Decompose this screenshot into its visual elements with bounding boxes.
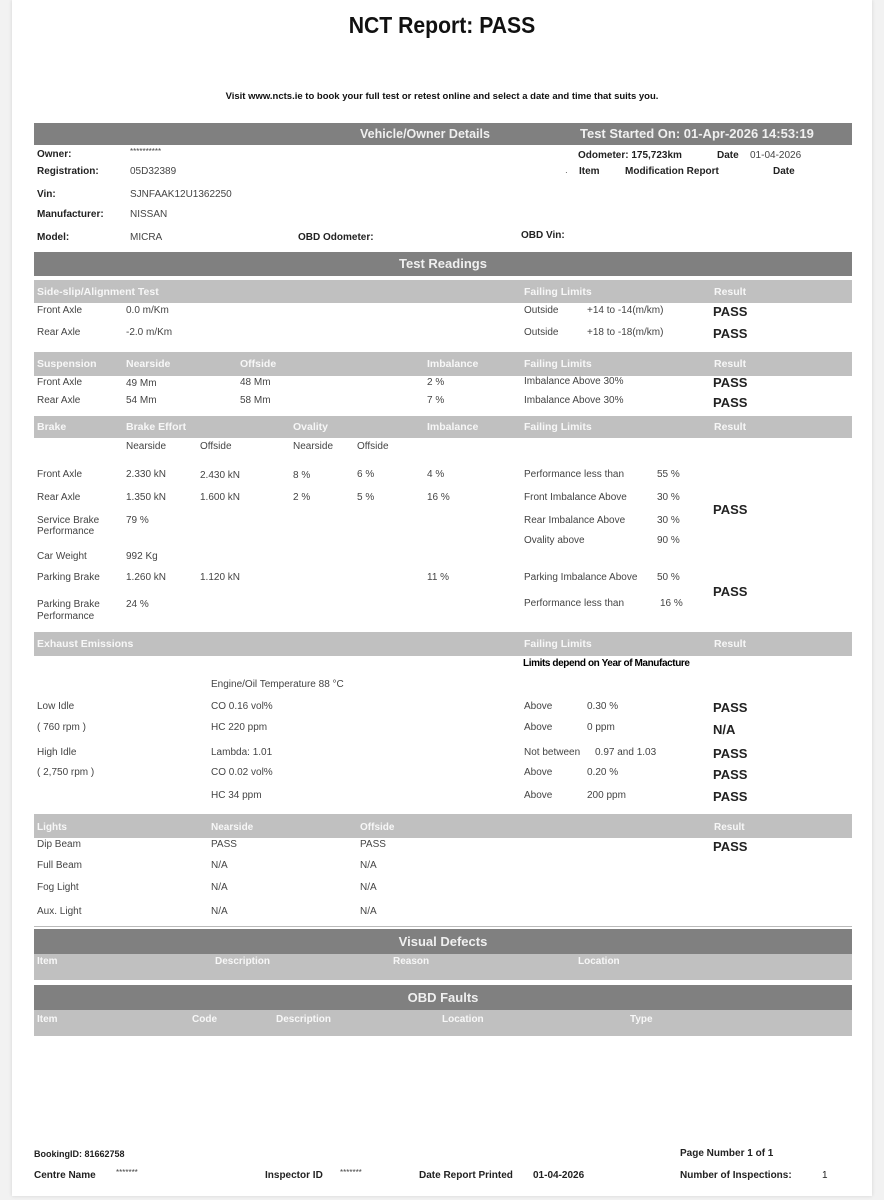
suspension-title: Suspension <box>37 358 97 370</box>
emission-reading-1: HC 220 ppm <box>211 722 268 733</box>
section-title: Test Readings <box>399 256 487 271</box>
parking-brake-label: Parking Brake <box>37 572 100 583</box>
light-name-1: Full Beam <box>37 860 83 871</box>
obd-vin-label: OBD Vin: <box>521 230 565 241</box>
high-idle-rpm: ( 2,750 rpm ) <box>37 767 95 778</box>
light-name-0: Dip Beam <box>37 839 81 850</box>
obd-faults-columns <box>34 1010 852 1036</box>
date-value: 01-04-2026 <box>750 150 802 161</box>
sideslip-front-limit-type: Outside <box>524 305 559 316</box>
brake-rear-ov-off: 5 % <box>357 492 375 503</box>
nearside-header: Nearside <box>126 358 171 370</box>
suspension-front-result: PASS <box>713 375 748 390</box>
inspections-label: Number of Inspections: <box>680 1170 792 1181</box>
sideslip-front-value: 0.0 m/Km <box>126 305 169 316</box>
offside-header: Offside <box>240 358 277 370</box>
emission-limit-type-2: Not between <box>524 747 581 758</box>
imbalance-header: Imbalance <box>427 358 479 370</box>
lights-result: PASS <box>713 839 748 854</box>
service-brake-result: PASS <box>713 502 748 517</box>
parking-brake-eff-off: 1.120 kN <box>200 572 241 583</box>
odometer-label: Odometer: 175,723km <box>578 150 682 161</box>
result-header: Result <box>714 822 745 833</box>
model-label: Model: <box>37 232 70 243</box>
suspension-header <box>34 352 852 376</box>
parking-brake-eff-near: 1.260 kN <box>126 572 167 583</box>
brake-rear-eff-off: 1.600 kN <box>200 492 241 503</box>
emission-result-0: PASS <box>713 700 748 715</box>
car-weight-label: Car Weight <box>37 551 87 562</box>
vin-label: Vin: <box>37 189 56 200</box>
emission-result-4: PASS <box>713 789 748 804</box>
parking-brake-imbalance: 11 % <box>427 572 450 583</box>
brake-limit-0-text: Performance less than <box>524 469 625 480</box>
obd-odometer-label: OBD Odometer: <box>298 232 374 243</box>
booking-notice: Visit www.ncts.ie to book your full test or retest online and select a date and time that suits you. <box>225 91 659 102</box>
section-title: OBD Faults <box>407 990 479 1005</box>
visual-defects-header <box>34 929 852 954</box>
light-offside-0: PASS <box>360 839 386 850</box>
light-offside-1: N/A <box>360 860 377 871</box>
emission-limit-type-3: Above <box>524 767 553 778</box>
parking-perf-label-1: Parking Brake <box>37 599 100 610</box>
suspension-front-nearside: 49 Mm <box>126 378 157 389</box>
inspector-id-value: ******* <box>340 1168 362 1177</box>
emission-limit-1: 0 ppm <box>587 722 615 733</box>
emission-reading-3: CO 0.02 vol% <box>211 767 273 778</box>
effort-nearside-sub: Nearside <box>126 441 167 452</box>
emission-limit-0: 0.30 % <box>587 701 619 712</box>
lights-header <box>34 814 852 838</box>
result-header: Result <box>714 421 747 433</box>
suspension-front-axle: Front Axle <box>37 377 83 388</box>
suspension-front-limit: Imbalance Above 30% <box>524 376 624 387</box>
brake-limit-3-value: 90 % <box>657 535 680 546</box>
high-idle-label: High Idle <box>37 747 77 758</box>
emission-reading-4: HC 34 ppm <box>211 790 262 801</box>
brake-rear-ov-near: 2 % <box>293 492 311 503</box>
result-header: Result <box>714 286 747 298</box>
sideslip-rear-axle: Rear Axle <box>37 327 81 338</box>
parking-brake-result: PASS <box>713 584 748 599</box>
date-label: Date <box>717 150 739 161</box>
emission-result-1: N/A <box>713 722 736 737</box>
col-code: Code <box>192 1014 217 1025</box>
emission-result-2: PASS <box>713 746 748 761</box>
limits-header: Failing Limits <box>524 286 592 298</box>
suspension-rear-axle: Rear Axle <box>37 395 81 406</box>
brake-title: Brake <box>37 421 67 433</box>
test-started: Test Started On: 01-Apr-2026 14:53:19 <box>580 126 814 141</box>
limits-note: Limits depend on Year of Manufacture <box>523 658 690 669</box>
centre-name-value: ******* <box>116 1168 138 1177</box>
visual-defects-columns <box>34 954 852 980</box>
owner-value: ********** <box>130 147 162 156</box>
limits-header: Failing Limits <box>524 358 592 370</box>
low-idle-label: Low Idle <box>37 701 75 712</box>
ovality-header: Ovality <box>293 421 329 433</box>
brake-header <box>34 416 852 438</box>
emission-limit-type-0: Above <box>524 701 553 712</box>
test-readings-header <box>34 252 852 276</box>
limits-header: Failing Limits <box>524 638 592 650</box>
service-brake-label-1: Service Brake <box>37 515 100 526</box>
col-description: Description <box>276 1014 332 1025</box>
light-offside-2: N/A <box>360 882 377 893</box>
imbalance-header: Imbalance <box>427 421 479 433</box>
centre-name-label: Centre Name <box>34 1170 96 1181</box>
suspension-front-offside: 48 Mm <box>240 377 271 388</box>
nearside-header: Nearside <box>211 822 254 833</box>
mod-item-label: Item <box>579 166 600 177</box>
engine-temperature: Engine/Oil Temperature 88 °C <box>211 679 344 690</box>
registration-label: Registration: <box>37 166 99 177</box>
car-weight-value: 992 Kg <box>126 551 158 562</box>
section-title: Visual Defects <box>398 934 488 949</box>
sideslip-front-axle: Front Axle <box>37 305 83 316</box>
vin-value: SJNFAAK12U1362250 <box>130 189 232 200</box>
brake-rear-axle: Rear Axle <box>37 492 81 503</box>
parking-perf-value: 24 % <box>126 599 149 610</box>
sideslip-front-limit: +14 to -14(m/km) <box>587 305 664 316</box>
service-brake-value: 79 % <box>126 515 149 526</box>
service-brake-label-2: Performance <box>37 526 95 537</box>
light-offside-3: N/A <box>360 906 377 917</box>
limits-header: Failing Limits <box>524 421 592 433</box>
brake-limit-0-value: 55 % <box>657 469 680 480</box>
emission-reading-2: Lambda: 1.01 <box>211 747 273 758</box>
brake-limit-5-value: 16 % <box>660 598 683 609</box>
obd-faults-header <box>34 985 852 1010</box>
light-name-3: Aux. Light <box>37 906 82 917</box>
inspections-value: 1 <box>822 1170 828 1181</box>
emission-limit-2: 0.97 and 1.03 <box>595 747 657 758</box>
brake-limit-2-value: 30 % <box>657 515 680 526</box>
ovality-nearside-sub: Nearside <box>293 441 334 452</box>
brake-limit-2-text: Rear Imbalance Above <box>524 515 626 526</box>
mod-report-label: Modification Report <box>625 166 719 177</box>
sideslip-rear-result: PASS <box>713 326 748 341</box>
col-location: Location <box>578 956 620 967</box>
date-printed-value: 01-04-2026 <box>533 1170 585 1181</box>
registration-value: 05D32389 <box>130 166 177 177</box>
brake-limit-4-text: Parking Imbalance Above <box>524 572 638 583</box>
light-nearside-2: N/A <box>211 882 228 893</box>
dot-mark: · <box>565 168 568 177</box>
lights-title: Lights <box>37 822 67 833</box>
brake-front-ov-near: 8 % <box>293 470 311 481</box>
col-item: Item <box>37 956 58 967</box>
emissions-header <box>34 632 852 656</box>
emission-limit-3: 0.20 % <box>587 767 619 778</box>
report-title: NCT Report: PASS <box>348 12 536 38</box>
brake-front-eff-near: 2.330 kN <box>126 469 167 480</box>
brake-limit-4-value: 50 % <box>657 572 680 583</box>
sideslip-header <box>34 280 852 303</box>
brake-rear-imbalance: 16 % <box>427 492 450 503</box>
model-value: MICRA <box>130 232 163 243</box>
inspector-id-label: Inspector ID <box>265 1170 323 1181</box>
emission-result-3: PASS <box>713 767 748 782</box>
booking-id: BookingID: 81662758 <box>34 1149 125 1159</box>
light-nearside-0: PASS <box>211 839 237 850</box>
suspension-rear-imbalance: 7 % <box>427 395 445 406</box>
sideslip-front-result: PASS <box>713 304 748 319</box>
suspension-rear-nearside: 54 Mm <box>126 395 157 406</box>
brake-front-ov-off: 6 % <box>357 469 375 480</box>
col-item: Item <box>37 1014 58 1025</box>
date-printed-label: Date Report Printed <box>419 1170 513 1181</box>
section-title: Vehicle/Owner Details <box>360 127 490 141</box>
ovality-offside-sub: Offside <box>357 441 389 452</box>
suspension-rear-offside: 58 Mm <box>240 395 271 406</box>
page-number: Page Number 1 of 1 <box>680 1148 774 1159</box>
brake-limit-3-text: Ovality above <box>524 535 585 546</box>
manufacturer-value: NISSAN <box>130 209 168 220</box>
brake-effort-header: Brake Effort <box>126 421 187 433</box>
brake-limit-5-text: Performance less than <box>524 598 625 609</box>
low-idle-rpm: ( 760 rpm ) <box>37 722 86 733</box>
light-nearside-3: N/A <box>211 906 228 917</box>
sideslip-title: Side-slip/Alignment Test <box>37 286 159 298</box>
vehicle-owner-header <box>34 123 852 145</box>
sideslip-rear-value: -2.0 m/Km <box>126 327 173 338</box>
light-nearside-1: N/A <box>211 860 228 871</box>
brake-front-imbalance: 4 % <box>427 469 445 480</box>
emissions-title: Exhaust Emissions <box>37 638 134 650</box>
result-header: Result <box>714 358 747 370</box>
offside-header: Offside <box>360 822 395 833</box>
emission-limit-type-1: Above <box>524 722 553 733</box>
suspension-rear-result: PASS <box>713 395 748 410</box>
brake-rear-eff-near: 1.350 kN <box>126 492 167 503</box>
brake-front-axle: Front Axle <box>37 469 83 480</box>
brake-limit-1-text: Front Imbalance Above <box>524 492 627 503</box>
col-location: Location <box>442 1014 484 1025</box>
col-reason: Reason <box>393 956 430 967</box>
mod-date-label: Date <box>773 166 795 177</box>
brake-limit-1-value: 30 % <box>657 492 680 503</box>
emission-reading-0: CO 0.16 vol% <box>211 701 273 712</box>
emission-limit-type-4: Above <box>524 790 553 801</box>
brake-front-eff-off: 2.430 kN <box>200 470 241 481</box>
col-type: Type <box>630 1014 653 1025</box>
effort-offside-sub: Offside <box>200 441 232 452</box>
light-name-2: Fog Light <box>37 882 79 893</box>
suspension-rear-limit: Imbalance Above 30% <box>524 395 624 406</box>
result-header: Result <box>714 638 747 650</box>
emission-limit-4: 200 ppm <box>587 790 626 801</box>
parking-perf-label-2: Performance <box>37 611 95 622</box>
sideslip-rear-limit-type: Outside <box>524 327 559 338</box>
manufacturer-label: Manufacturer: <box>37 209 104 220</box>
lights-divider <box>34 926 852 927</box>
sideslip-rear-limit: +18 to -18(m/km) <box>587 327 664 338</box>
col-description: Description <box>215 956 271 967</box>
owner-label: Owner: <box>37 149 72 160</box>
suspension-front-imbalance: 2 % <box>427 377 445 388</box>
